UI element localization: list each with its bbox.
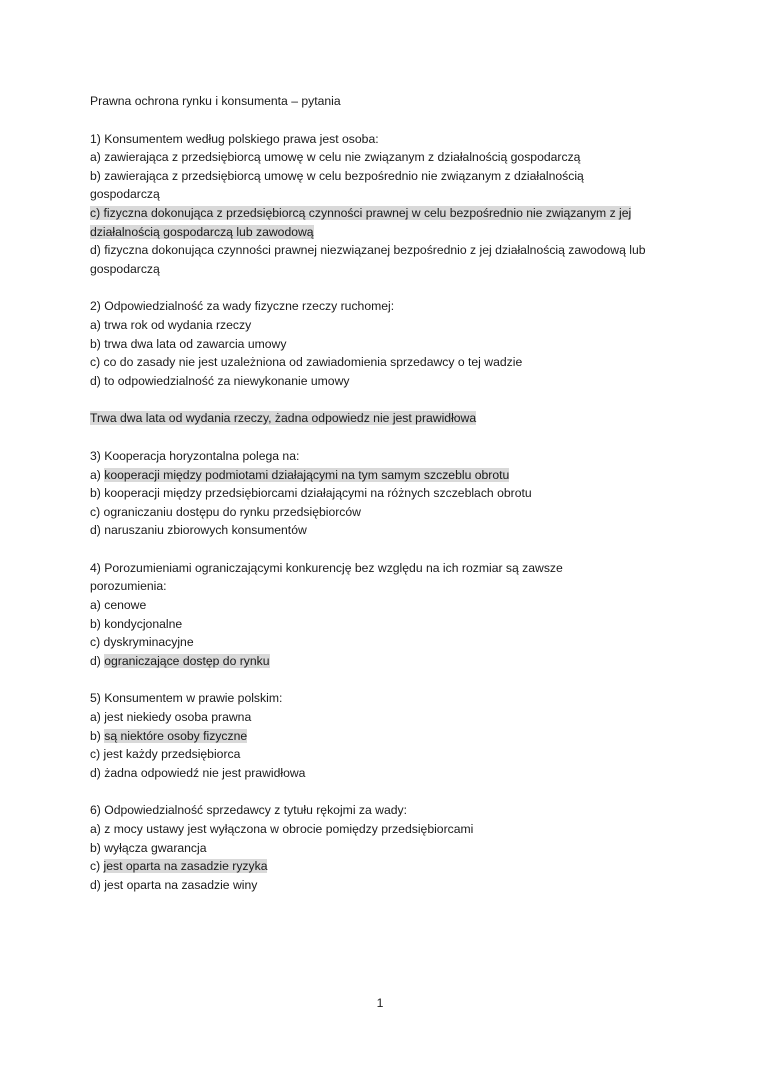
question-1-option-b: b) zawierająca z przedsiębiorcą umowę w celu bezpośrednio nie związanym z działalnością gospodarczą: [90, 168, 584, 202]
question-2-option-c: c) co do zasady nie jest uzależniona od zawiadomienia sprzedawcy o tej wadzie: [90, 355, 523, 370]
question-4-stem-line-1: 4) Porozumieniami ograniczającymi konkurencję bez względu na ich rozmiar są zawsze: [90, 560, 563, 575]
option-prefix: b): [90, 728, 105, 743]
answer-note: [90, 409, 650, 428]
question-3-option-a: [90, 466, 650, 485]
question-1-option-c-highlighted: [90, 204, 650, 241]
answer-highlight: kooperacji między podmiotami działającymi na tym samym szczeblu obrotu: [104, 467, 510, 482]
question-1-stem: 1) Konsumentem według polskiego prawa jest osoba:: [90, 131, 379, 146]
question-4: [90, 559, 650, 671]
question-2-option-a: a) trwa rok od wydania rzeczy: [90, 317, 252, 332]
question-5: [90, 689, 650, 782]
question-1-option-a: a) zawierająca z przedsiębiorcą umowę w celu nie związanym z działalnością gospodarczą: [90, 150, 581, 165]
question-3-option-c: c) ograniczaniu dostępu do rynku przedsiębiorców: [90, 504, 361, 519]
question-1-option-d: d) fizyczna dokonująca czynności prawnej niezwiązanej bezpośrednio z jej działalnością zawodową lub gospodarczą: [90, 243, 646, 276]
answer-highlight: są niektóre osoby fizyczne: [104, 728, 248, 743]
answer-note-text: Trwa dwa lata od wydania rzeczy, żadna odpowiedz nie jest prawidłowa: [90, 411, 477, 426]
option-prefix: a): [90, 467, 105, 482]
option-prefix: d): [90, 653, 105, 668]
question-3: [90, 447, 650, 540]
question-5-option-c: c) jest każdy przedsiębiorca: [90, 747, 241, 762]
question-3-option-d: d) naruszaniu zbiorowych konsumentów: [90, 523, 307, 538]
question-4-option-b: b) kondycjonalne: [90, 616, 183, 631]
question-6-stem: 6) Odpowiedzialność sprzedawcy z tytułu rękojmi za wady:: [90, 803, 408, 818]
question-2: [90, 297, 650, 390]
answer-highlight: jest oparta na zasadzie ryzyka: [103, 859, 268, 874]
question-5-option-a: a) jest niekiedy osoba prawna: [90, 710, 252, 725]
document-title: Prawna ochrona rynku i konsumenta – pytania: [90, 94, 341, 108]
question-4-option-a: a) cenowe: [90, 598, 147, 613]
question-3-option-b: b) kooperacji między przedsiębiorcami działającymi na różnych szczeblach obrotu: [90, 486, 532, 501]
question-3-stem: 3) Kooperacja horyzontalna polega na:: [90, 448, 300, 463]
question-2-stem: 2) Odpowiedzialność za wady fizyczne rzeczy ruchomej:: [90, 299, 395, 314]
question-6-option-d: d) jest oparta na zasadzie winy: [90, 877, 258, 892]
answer-highlight: c) fizyczna dokonująca z przedsiębiorcą czynności prawnej w celu bezpośrednio nie związanym z jej działalnością gospodarczą lub zawodową: [90, 205, 632, 239]
question-2-option-d: d) to odpowiedzialność za niewykonanie umowy: [90, 373, 350, 388]
question-5-option-d: d) żadna odpowiedź nie jest prawidłowa: [90, 765, 306, 780]
option-prefix: c): [90, 859, 104, 874]
question-1: [90, 130, 650, 279]
question-4-option-d: [90, 652, 650, 671]
page-number: 1: [376, 996, 384, 1010]
question-4-option-c: c) dyskryminacyjne: [90, 635, 194, 650]
question-6-option-a: a) z mocy ustawy jest wyłączona w obrocie pomiędzy przedsiębiorcami: [90, 822, 474, 836]
answer-highlight: ograniczające dostęp do rynku: [104, 653, 270, 668]
question-6-option-b: b) wyłącza gwarancja: [90, 840, 207, 855]
question-4-stem-line-2: porozumienia:: [90, 579, 167, 594]
question-5-stem: 5) Konsumentem w prawie polskim:: [90, 691, 283, 706]
question-6: [90, 801, 650, 894]
document-content: [90, 92, 650, 913]
question-6-option-c: [90, 857, 650, 876]
question-2-option-b: b) trwa dwa lata od zawarcia umowy: [90, 336, 287, 351]
question-5-option-b: [90, 727, 650, 746]
